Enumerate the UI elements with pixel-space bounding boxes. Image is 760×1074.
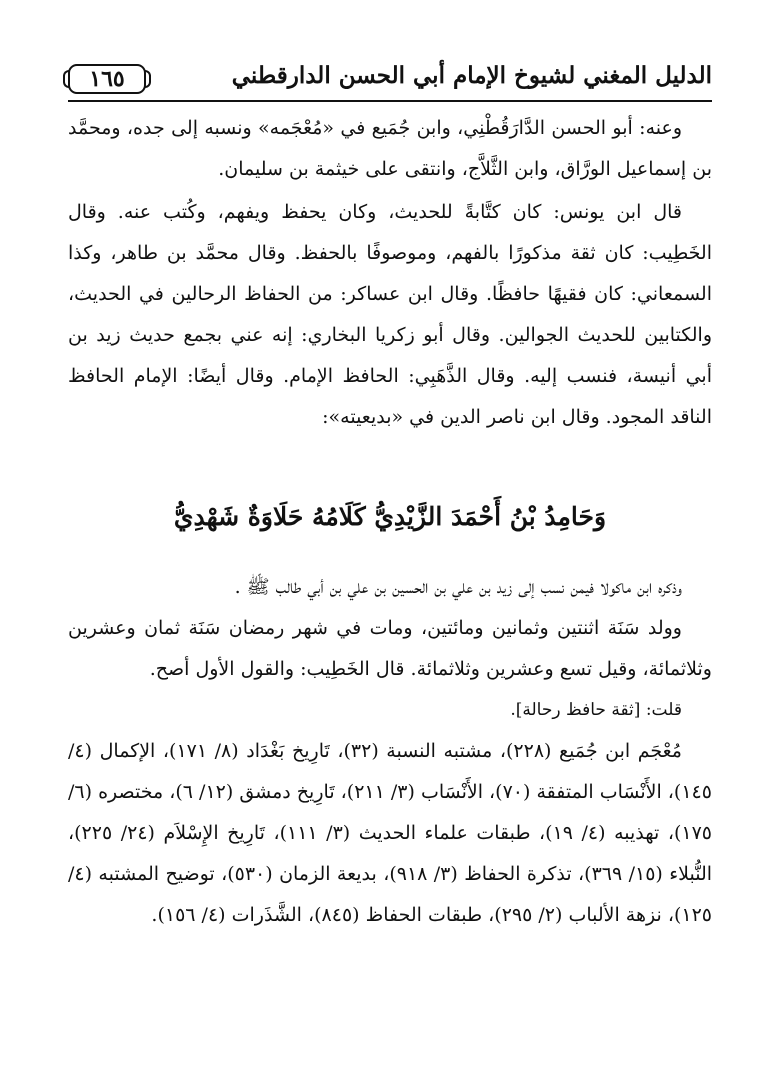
paragraph-dates: وولد سَنَة اثنتين وثمانين ومائتين، ومات في شهر رمضان سَنَة ثمان وعشرين وثلاثمائة، وقيل تسع وعشرين وثلاثمائة. قال الخَطِيب: والقول الأول أصح.	[68, 617, 712, 680]
paragraph-opinions: قال ابن يونس: كان كتَّابةً للحديث، وكان يحفظ ويفهم، وكُتب عنه. وقال الخَطِيب: كان ثقة مذكورًا بالفهم، وموصوفًا بالحفظ. وقال محمَّد بن طاهر، وكذا السمعاني: كان فقيهًا حافظًا. وقال ابن عساكر: من الحفاظ الرحالين في الحديث، والكتابين للحديث الجوالين. وقال أبو زكريا البخاري: إنه عني بجمع حديث زيد بن أبي أنيسة، فنسب إليه. وقال الذَّهَبِي: الحافظ الإمام. وقال أيضًا: الإمام الحافظ الناقد المجود. وقال ابن ناصر الدين في «بديعيته»:	[68, 201, 712, 428]
page-header	[68, 58, 712, 98]
author-note: قلت: [ثقة حافظ رحالة].	[510, 700, 682, 720]
references-block	[68, 731, 712, 936]
paragraph-students: وعنه: أبو الحسن الدَّارَقُطْنِي، وابن جُمَيع في «مُعْجَمه» ونسبه إلى جده، ومحمَّد بن إسماعيل الورَّاق، وابن الثَّلاَّج، وانتقى على خيثمة بن سليمان.	[68, 117, 712, 180]
verse-line: وَحَامِدُ بْنُ أَحْمَدَ الزَّيْدِيُّ كَلَامُهُ حَلَاوَةٌ شَهْدِيُّ	[173, 502, 607, 531]
running-title: الدليل المغني لشيوخ الإمام أبي الحسن الدارقطني	[231, 62, 712, 89]
paragraph-lineage: وذكره ابن ماكولا فيمن نسب إلى زيد بن علي بن الحسين بن علي بن أبي طالب ﷺ .	[234, 576, 682, 598]
page-number: ١٦٥	[68, 64, 146, 94]
body-text	[68, 108, 712, 936]
header-rule	[68, 100, 712, 102]
references-text: مُعْجَم ابن جُمَيع (٢٢٨)، مشتبه النسبة (٣٢)، تَارِيخ بَغْدَاد (٨/ ١٧١)، الإكمال (٤/ ١٤٥)، الأَنْسَاب المتفقة (٧٠)، الأَنْسَاب (٣/ ٢١١)، تَارِيخ دمشق (١٢/ ٦)، مختصره (٦/ ١٧٥)، تهذيبه (٤/ ١٩)، طبقات علماء الحديث (٣/ ١١١)، تَارِيخ الإِسْلاَم (٢٤/ ٢٢٥)، النُّبلاء (١٥/ ٣٦٩)، تذكرة الحفاظ (٣/ ٩١٨)، بديعة الزمان (٥٣٠)، توضيح المشتبه (٤/ ١٢٥)، نزهة الألباب (٢/ ٢٩٥)، طبقات الحفاظ (٨٤٥)، الشَّذَرات (٤/ ١٥٦).	[68, 740, 713, 926]
